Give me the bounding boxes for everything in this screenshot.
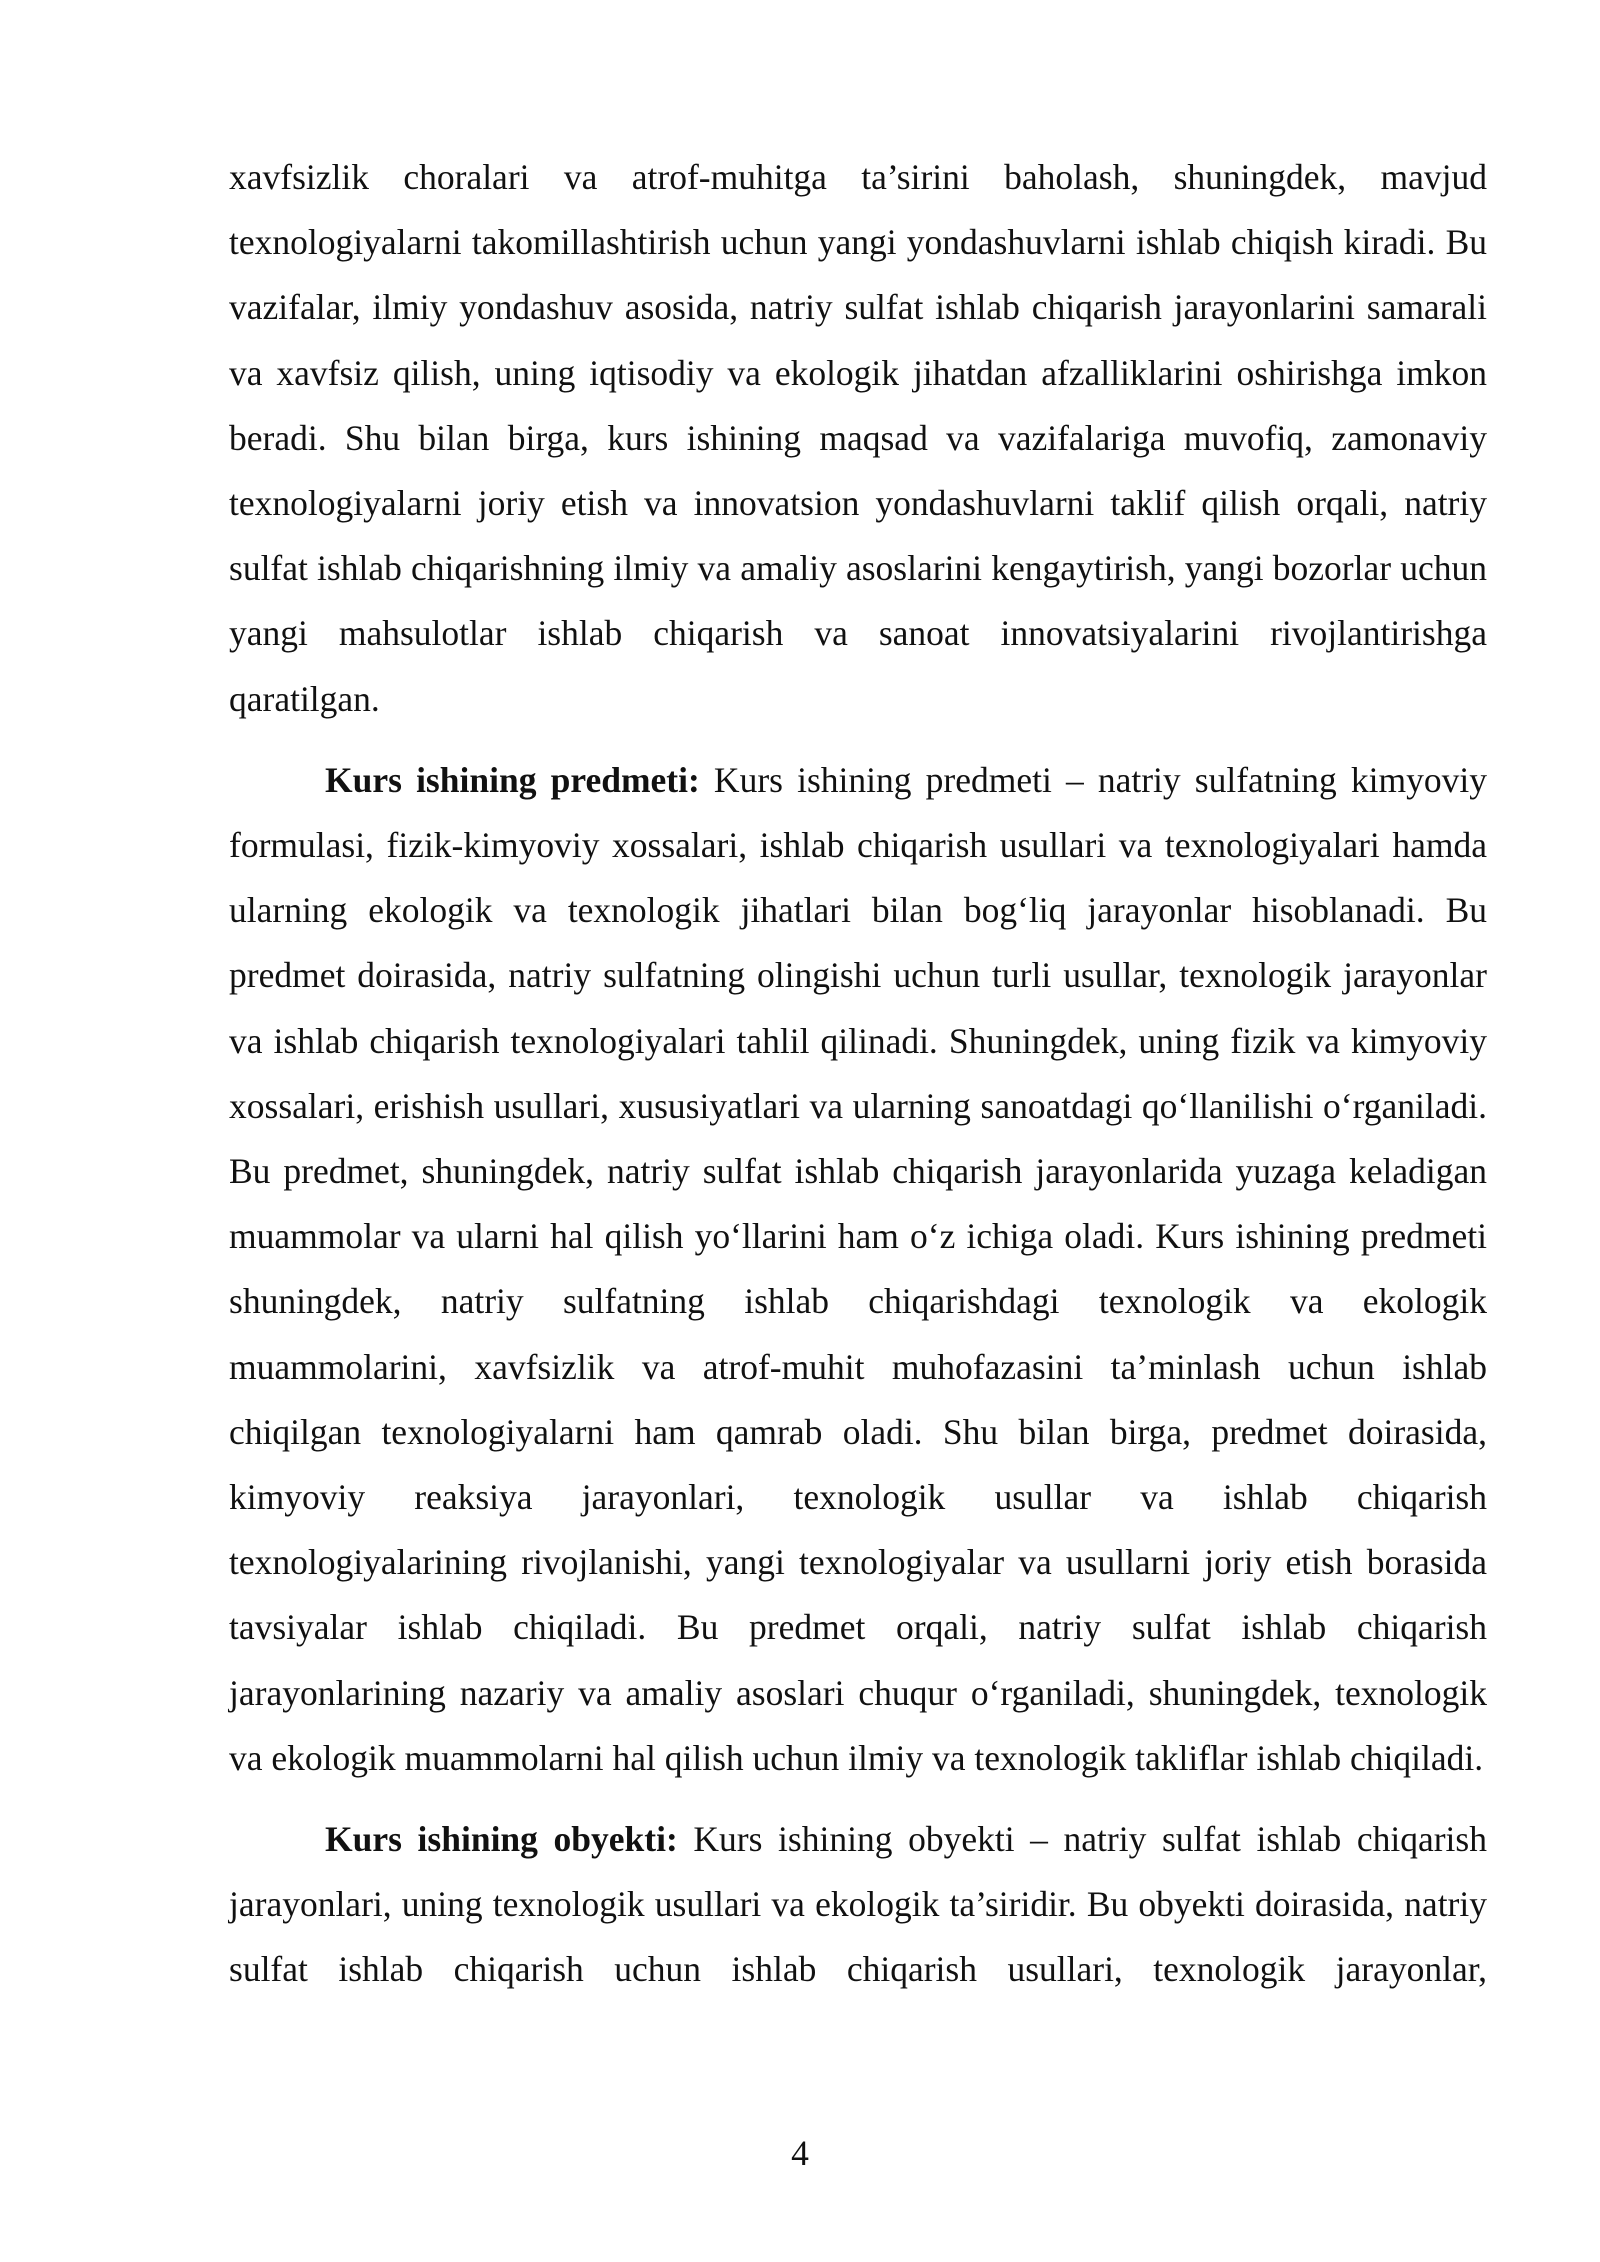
page-body [229, 145, 1487, 2003]
paragraph-course-subject [229, 748, 1487, 1791]
paragraph-text: xavfsizlik choralari va atrof-muhitga ta’sirini baholash, shuningdek, mavjud texnologiyalarni takomillashtirish uchun yangi yondashuvlarni ishlab chiqish kiradi. Bu vazifalar, ilmiy yondashuv asosida, natriy sulfat ishlab chiqarish jarayonlarini samarali va xavfsiz qilish, uning iqtisodiy va ekologik jihatdan afzalliklarini oshirishga imkon beradi. Shu bilan birga, kurs ishining maqsad va vazifalariga muvofiq, zamonaviy texnologiyalarni joriy etish va innovatsion yondashuvlarni taklif qilish orqali, natriy sulfat ishlab chiqarishning ilmiy va amaliy asoslarini kengaytirish, yangi bozorlar uchun yangi mahsulotlar ishlab chiqarish va sanoat innovatsiyalarini rivojlantirishga qaratilgan. [229, 157, 1487, 719]
paragraph-intro-continued [229, 145, 1487, 732]
paragraph-text: Kurs ishining predmeti – natriy sulfatning kimyoviy formulasi, fizik-kimyoviy xossalari, ishlab chiqarish usullari va texnologiyalari hamda ularning ekologik va texnologik jihatlari bilan bog‘liq jarayonlar hisoblanadi. Bu predmet doirasida, natriy sulfatning olingishi uchun turli usullar, texnologik jarayonlar va ishlab chiqarish texnologiyalari tahlil qilinadi. Shuningdek, uning fizik va kimyoviy xossalari, erishish usullari, xususiyatlari va ularning sanoatdagi qo‘llanilishi o‘rganiladi. Bu predmet, shuningdek, natriy sulfat ishlab chiqarish jarayonlarida yuzaga keladigan muammolar va ularni hal qilish yo‘llarini ham o‘z ichiga oladi. Kurs ishining predmeti shuningdek, natriy sulfatning ishlab chiqarishdagi texnologik va ekologik muammolarini, xavfsizlik va atrof-muhit muhofazasini ta’minlash uchun ishlab chiqilgan texnologiyalarni ham qamrab oladi. Shu bilan birga, predmet doirasida, kimyoviy reaksiya jarayonlari, texnologik usullar va ishlab chiqarish texnologiyalarining rivojlanishi, yangi texnologiyalar va usullarni joriy etish borasida tavsiyalar ishlab chiqiladi. Bu predmet orqali, natriy sulfat ishlab chiqarish jarayonlarining nazariy va amaliy asoslari chuqur o‘rganiladi, shuningdek, texnologik va ekologik muammolarni hal qilish uchun ilmiy va texnologik takliflar ishlab chiqiladi. [229, 759, 1487, 1778]
paragraph-course-object [229, 1807, 1487, 2003]
section-heading-object: Kurs ishining obyekti: [325, 1819, 678, 1860]
section-heading-subject: Kurs ishining predmeti: [325, 759, 700, 800]
paragraph-text: Kurs ishining obyekti – natriy sulfat ishlab chiqarish jarayonlari, uning texnologik usullari va ekologik ta’siridir. Bu obyekti doirasida, natriy sulfat ishlab chiqarish uchun ishlab chiqarish usullari, texnologik jarayonlar, [229, 1819, 1487, 1990]
page-number: 4 [791, 2133, 809, 2173]
